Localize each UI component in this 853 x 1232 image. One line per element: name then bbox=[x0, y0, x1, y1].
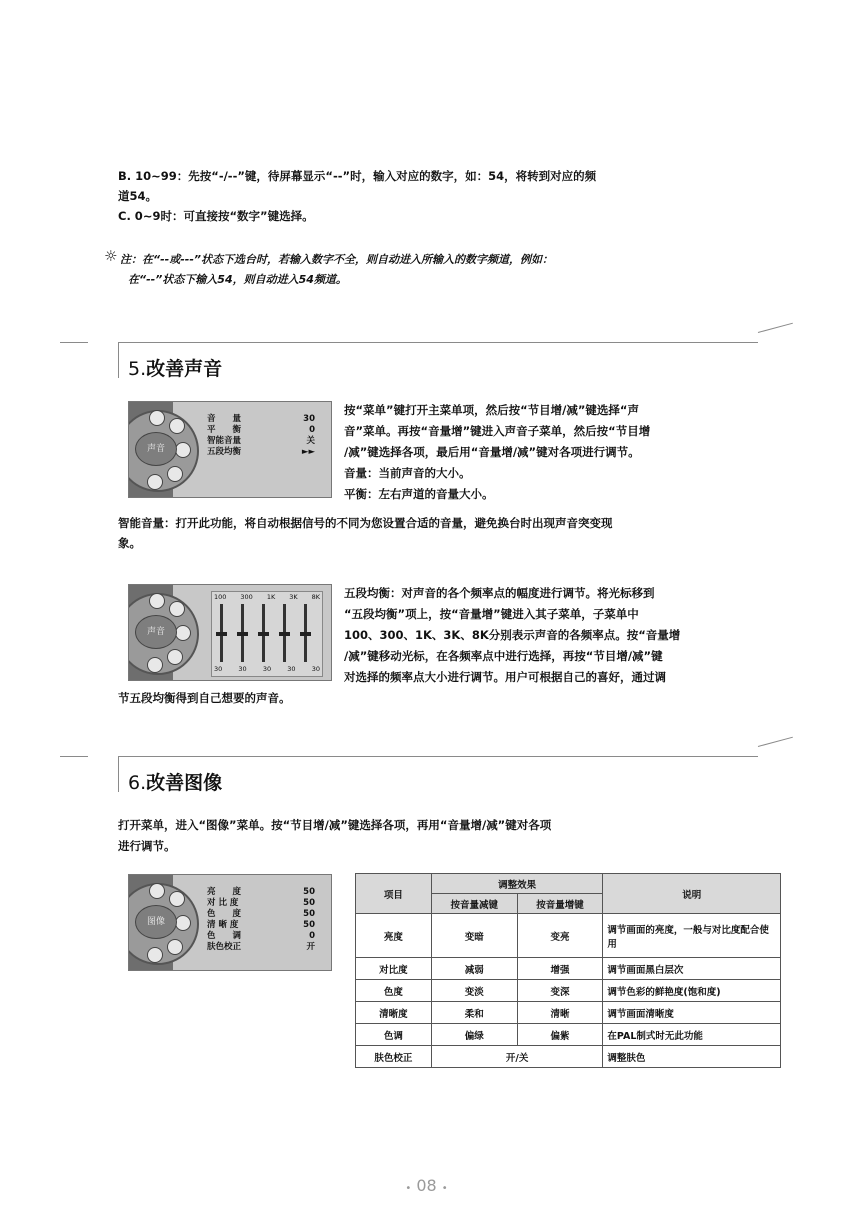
th-effect: 调整效果 bbox=[431, 874, 603, 894]
section5-title-text: 改善声音 bbox=[146, 358, 223, 380]
eq-freq-labels: 100 300 1K 3K 8K bbox=[214, 593, 320, 601]
table-row: 色度 变淡 变深 调节色彩的鲜艳度(饱和度) bbox=[356, 980, 781, 1002]
osd-center-label: 图像 bbox=[135, 905, 177, 939]
smart-volume-line1: 智能音量：打开此功能，将自动根据信号的不同为您设置合适的音量，避免换台时出现声音突变现 bbox=[118, 516, 613, 530]
menu-icon bbox=[175, 915, 191, 931]
osd-row: 对 比 度 50 bbox=[207, 898, 315, 908]
section-tick bbox=[118, 342, 119, 378]
eq-knob bbox=[279, 632, 290, 636]
intro-c-line: C. 0~9时：可直接按“数字”键选择。 bbox=[118, 209, 314, 223]
section-rule-left bbox=[60, 342, 88, 343]
menu-icon bbox=[175, 442, 191, 458]
menu-icon bbox=[149, 410, 165, 426]
menu-icon bbox=[147, 947, 163, 963]
menu-icon bbox=[149, 593, 165, 609]
menu-icon bbox=[169, 418, 185, 434]
eq-knob bbox=[258, 632, 269, 636]
eq-level-labels: 30 30 30 30 30 bbox=[214, 665, 320, 673]
menu-icon bbox=[169, 601, 185, 617]
sound-menu-rows bbox=[207, 414, 315, 458]
note-line1: 注：在“--或---”状态下选台时，若输入数字不全，则自动进入所输入的数字频道，例如： bbox=[120, 253, 553, 266]
osd-center-label: 声音 bbox=[135, 615, 177, 649]
section6-title-text: 改善图像 bbox=[146, 772, 223, 794]
page-number: • 08 • bbox=[405, 1176, 448, 1195]
section5-para2-end: 节五段均衡得到自己想要的声音。 bbox=[118, 691, 291, 705]
menu-icon bbox=[149, 883, 165, 899]
smart-volume-line2: 象。 bbox=[118, 536, 141, 550]
eq-knob bbox=[300, 632, 311, 636]
menu-icon bbox=[147, 474, 163, 490]
sound-menu-screenshot bbox=[128, 401, 332, 498]
table-row: 亮度 变暗 变亮 调节画面的亮度，一般与对比度配合使用 bbox=[356, 914, 781, 958]
picture-menu-rows bbox=[207, 887, 315, 953]
section-rule-tail bbox=[758, 323, 793, 333]
section6-intro-line2: 进行调节。 bbox=[118, 839, 176, 853]
eq-knob bbox=[216, 632, 227, 636]
osd-row: 智能音量 关 bbox=[207, 436, 315, 446]
section5-title bbox=[128, 354, 222, 381]
equalizer-screenshot bbox=[128, 584, 332, 681]
section-rule-tail bbox=[758, 737, 793, 747]
osd-row: 清 晰 度 50 bbox=[207, 920, 315, 930]
osd-row: 肤色校正 开 bbox=[207, 942, 315, 952]
th-item: 项目 bbox=[356, 874, 432, 914]
th-desc: 说明 bbox=[603, 874, 781, 914]
osd-row: 色 调 0 bbox=[207, 931, 315, 941]
menu-icon bbox=[167, 939, 183, 955]
section-tick bbox=[118, 756, 119, 792]
osd-row: 平 衡 0 bbox=[207, 425, 315, 435]
menu-icon bbox=[169, 891, 185, 907]
th-up: 按音量增键 bbox=[517, 894, 603, 914]
table-row: 对比度 减弱 增强 调节画面黑白层次 bbox=[356, 958, 781, 980]
table-row: 色调 偏绿 偏紫 在PAL制式时无此功能 bbox=[356, 1024, 781, 1046]
table-row: 肤色校正 开/关 调整肤色 bbox=[356, 1046, 781, 1068]
osd-row: 音 量 30 bbox=[207, 414, 315, 424]
osd-row: 五段均衡 ►► bbox=[207, 447, 315, 457]
osd-center-label: 声音 bbox=[135, 432, 177, 466]
th-down: 按音量减键 bbox=[431, 894, 517, 914]
picture-menu-screenshot bbox=[128, 874, 332, 971]
menu-icon bbox=[167, 649, 183, 665]
eq-knob bbox=[237, 632, 248, 636]
section5-para1: 按“菜单”键打开主菜单项，然后按“节目增/减”键选择“声 音”菜单。再按“音量增”键进入声音子菜单，然后按“节目增 /减”键选择各项，最后用“音量增/减”键对各项进行调节。 音量：当前声音的大小。 平衡：左右声道的音量大小。 bbox=[344, 403, 651, 501]
section5-number: 5. bbox=[128, 358, 147, 380]
menu-icon bbox=[167, 466, 183, 482]
section-rule bbox=[118, 342, 758, 343]
section-rule bbox=[118, 756, 758, 757]
table-row: 清晰度 柔和 清晰 调节画面清晰度 bbox=[356, 1002, 781, 1024]
osd-row: 色 度 50 bbox=[207, 909, 315, 919]
eq-panel bbox=[211, 591, 323, 677]
section6-intro-line1: 打开菜单，进入“图像”菜单。按“节目增/减”键选择各项，再用“音量增/减”键对各项 bbox=[118, 818, 552, 832]
section5-para2: 五段均衡：对声音的各个频率点的幅度进行调节。将光标移到 “五段均衡”项上，按“音量增”键进入其子菜单，子菜单中 100、300、1K、3K、8K分别表示声音的各频率点。按“音量增 /减”键移动光标，在各频率点中进行选择，再按“节目增/减”键 对选择的频率点大小进行调节。用户可根据自己的喜好，通过调 bbox=[344, 586, 681, 684]
intro-b-line1: B. 10~99：先按“-/--”键，待屏幕显示“--”时，输入对应的数字，如：54，将转到对应的频 bbox=[118, 169, 597, 183]
menu-icon bbox=[147, 657, 163, 673]
note-line2: 在“--”状态下输入54，则自动进入54频道。 bbox=[128, 273, 347, 286]
menu-icon bbox=[175, 625, 191, 641]
osd-row: 亮 度 50 bbox=[207, 887, 315, 897]
section6-title bbox=[128, 768, 222, 795]
section6-number: 6. bbox=[128, 772, 147, 794]
picture-adjust-table bbox=[355, 873, 781, 1068]
section-rule-left bbox=[60, 756, 88, 757]
sun-icon: ☼ bbox=[104, 247, 118, 265]
intro-b-line2: 道54。 bbox=[118, 189, 158, 203]
